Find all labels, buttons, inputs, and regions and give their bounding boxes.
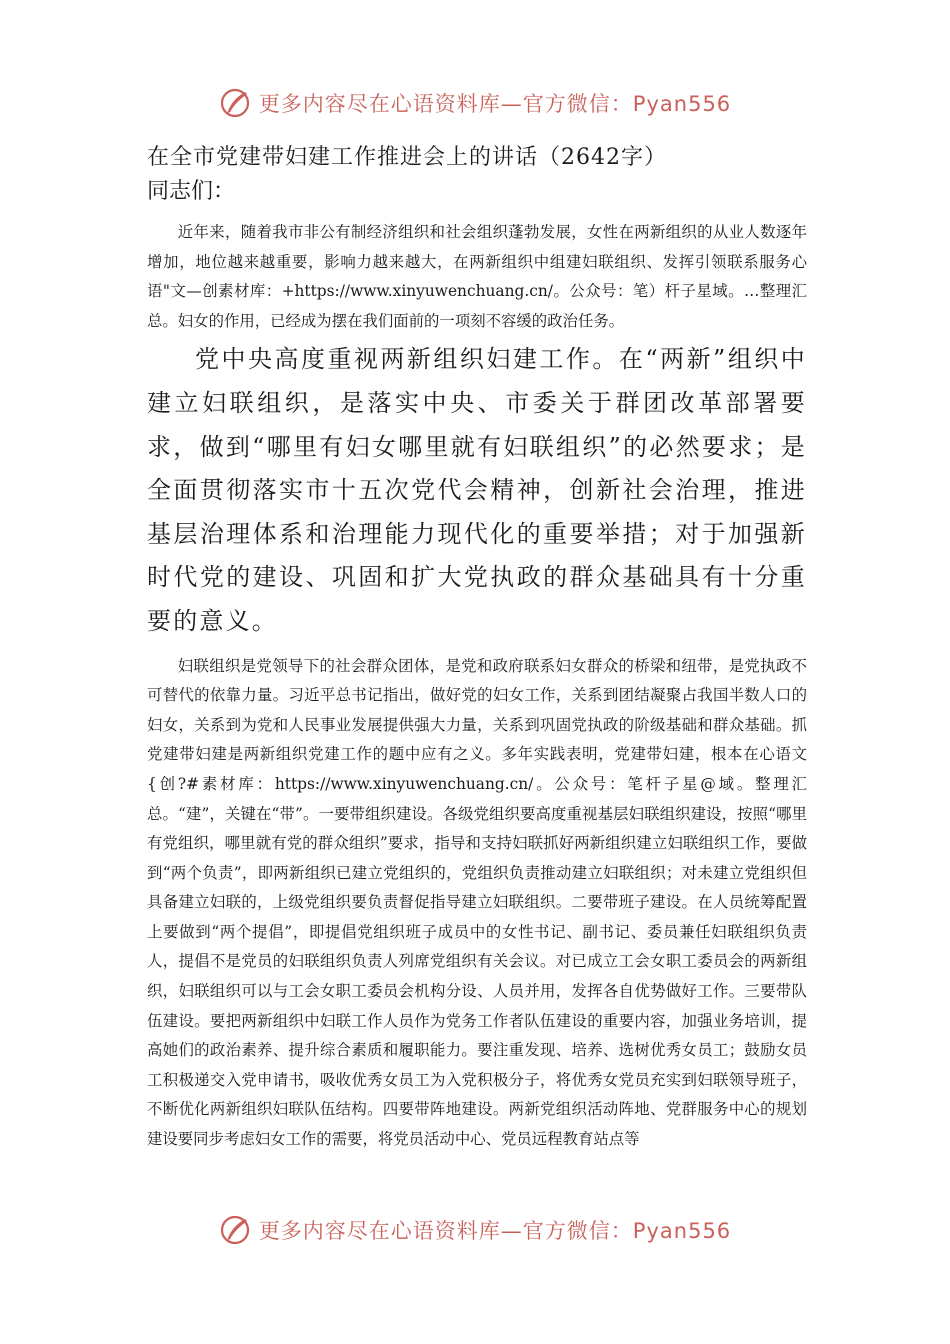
paragraph: 妇联组织是党领导下的社会群众团体，是党和政府联系妇女群众的桥梁和纽带，是党执政不可替代的依靠力量。习近平总书记指出，做好党的妇女工作，关系到团结凝聚占我国半数人口的妇女，关系到为党和人民事业发展提供强大力量，关系到巩固党执政的阶级基础和群众基础。抓党建带妇建是两新组织党建工作的题中应有之义。多年实践表明，党建带妇建，根本在心语文{创?#素材库：https://www.xinyuwenchuang.cn/。公众号：笔杆子星@域。整理汇总。“建”，关键在“带”。一要带组织建设。各级党组织要高度重视基层妇联组织建设，按照“哪里有党组织，哪里就有党的群众组织”要求，指导和支持妇联抓好两新组织建立妇联组织工作，要做到“两个负责”，即两新组织已建立党组织的，党组织负责推动建立妇联组织；对未建立党组织但具备建立妇联的，上级党组织要负责督促指导建立妇联组织。二要带班子建设。在人员统筹配置上要做到“两个提倡”，即提倡党组织班子成员中的女性书记、副书记、委员兼任妇联组织负责人，提倡不是党员的妇联组织负责人列席党组织有关会议。对已成立工会女职工委员会的两新组织，妇联组织可以与工会女职工委员会机构分设、人员并用，发挥各自优势做好工作。三要带队伍建设。要把两新组织中妇联工作人员作为党务工作者队伍建设的重要内容，加强业务培训，提高她们的政治素养、提升综合素质和履职能力。要注重发现、培养、选树优秀女员工；鼓励女员工积极递交入党申请书，吸收优秀女员工为入党积极分子，将优秀女党员充实到妇联领导班子，不断优化两新组织妇联队伍结构。四要带阵地建设。两新党组织活动阵地、党群服务中心的规划建设要同步考虑妇女工作的需要，将党员活动中心、党员远程教育站点等 [147, 656, 807, 1149]
paragraph-emphasis: 党中央高度重视两新组织妇建工作。在“两新”组织中建立妇联组织，是落实中央、市委关于群团改革部署要求，做到“哪里有妇女哪里就有妇联组织”的必然要求；是全面贯彻落实市十五次党代会精神，创新社会治理，推进基层治理体系和治理能力现代化的重要举措；对于加强新时代党的建设、巩固和扩大党执政的群众基础具有十分重要的意义。 [147, 345, 807, 635]
banner-text: 更多内容尽在心语资料库—官方微信：Pyan556 [258, 1219, 732, 1243]
paragraph: 近年来，随着我市非公有制经济组织和社会组织蓬勃发展，女性在两新组织的从业人数逐年增加，地位越来越重要，影响力越来越大，在两新组织中组建妇联组织、发挥引领联系服务心语"文—创素材库：+https://www.xinyuwenchuang.cn/。公众号：笔）杆子星域。…整理汇总。妇女的作用，已经成为摆在我们面前的一项刻不容缓的政治任务。 [147, 223, 807, 330]
greeting: 同志们： [147, 179, 236, 204]
document-body [147, 142, 807, 1155]
header-banner [0, 83, 950, 123]
footer-banner [0, 1210, 950, 1250]
document-title: 在全市党建带妇建工作推进会上的讲话（2642字） [147, 145, 667, 170]
pen-logo-icon [219, 1213, 253, 1247]
pen-logo-icon [219, 86, 253, 120]
banner-text: 更多内容尽在心语资料库—官方微信：Pyan556 [258, 92, 732, 116]
